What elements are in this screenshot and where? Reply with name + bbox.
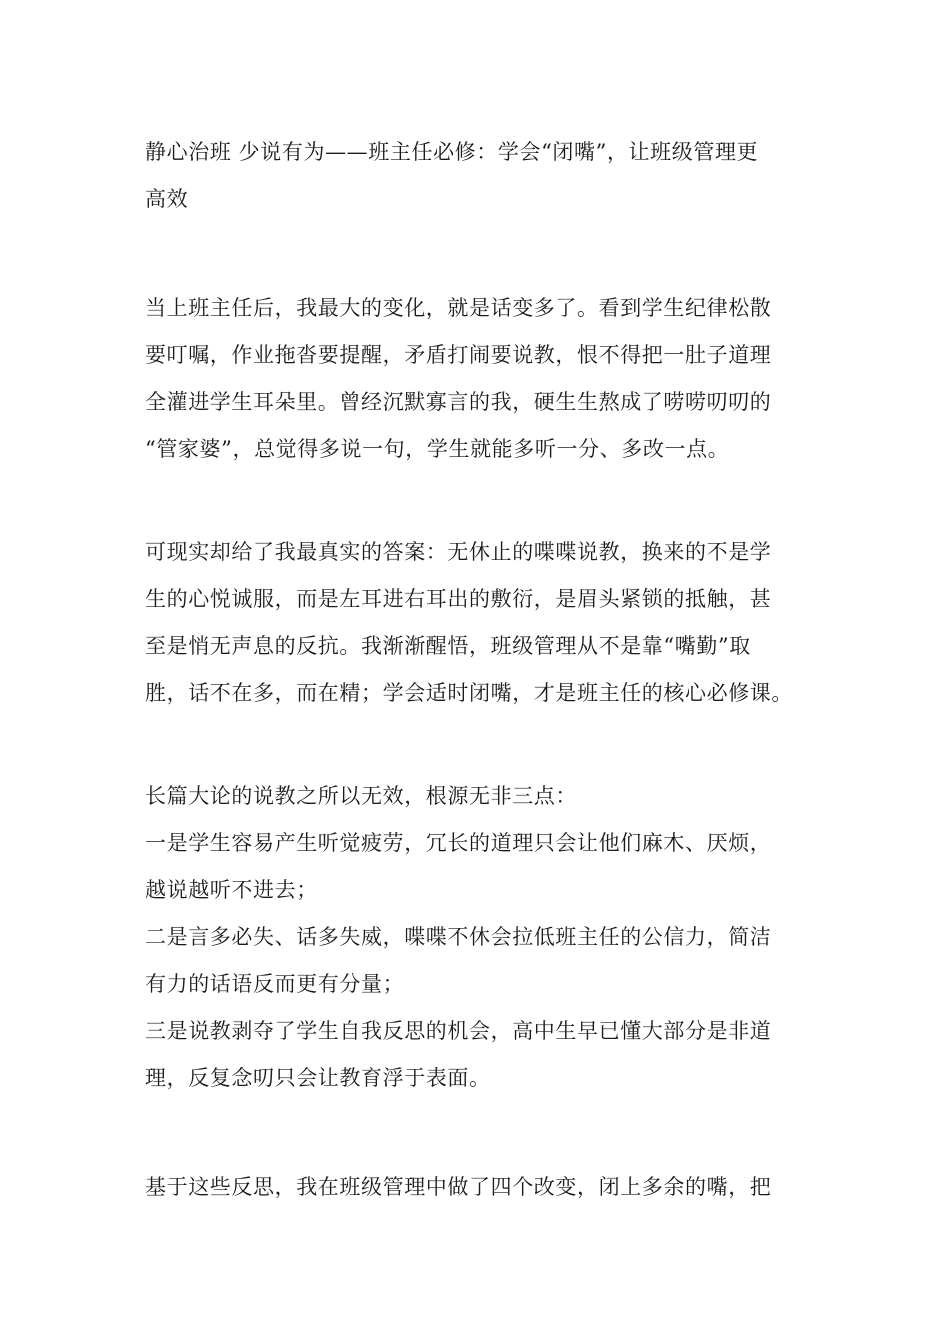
text-line: 一是学生容易产生听觉疲劳，冗长的道理只会让他们麻木、厌烦， — [145, 831, 772, 855]
paragraph-gap — [145, 223, 809, 285]
paragraph-1 — [145, 285, 809, 473]
text-line: 全灌进学生耳朵里。曾经沉默寡言的我，硬生生熬成了唠唠叨叨的 — [145, 390, 772, 414]
text-line: 至是悄无声息的反抗。我渐渐醒悟，班级管理从不是靠“嘴勤”取 — [145, 634, 751, 658]
text-line: 基于这些反思，我在班级管理中做了四个改变，闭上多余的嘴，把 — [145, 1175, 772, 1199]
text-line: 越说越听不进去； — [145, 878, 318, 902]
text-line: 可现实却给了我最真实的答案：无休止的喋喋说教，换来的不是学 — [145, 540, 772, 564]
paragraph-4 — [145, 1164, 809, 1211]
paragraph-3 — [145, 773, 809, 1102]
text-line: “管家婆”，总觉得多说一句，学生就能多听一分、多改一点。 — [145, 437, 730, 461]
text-line: 要叮嘱，作业拖沓要提醒，矛盾打闹要说教，恨不得把一肚子道理 — [145, 343, 772, 367]
paragraph-gap — [145, 717, 809, 773]
title-line: 高效 — [145, 187, 189, 211]
paragraph-2 — [145, 529, 809, 717]
text-line: 理，反复念叨只会让教育浮于表面。 — [145, 1066, 491, 1090]
text-line: 胜，话不在多，而在精；学会适时闭嘴，才是班主任的核心必修课。 — [145, 681, 793, 705]
text-line: 二是言多必失、话多失威，喋喋不休会拉低班主任的公信力，简洁 — [145, 925, 772, 949]
paragraph-gap — [145, 473, 809, 529]
document-body — [145, 129, 809, 1211]
text-line: 长篇大论的说教之所以无效，根源无非三点： — [145, 784, 577, 808]
text-line: 三是说教剥夺了学生自我反思的机会，高中生早已懂大部分是非道 — [145, 1019, 772, 1043]
text-line: 有力的话语反而更有分量； — [145, 972, 405, 996]
title-line: 静心治班 少说有为——班主任必修：学会“闭嘴”，让班级管理更 — [145, 140, 759, 164]
document-title — [145, 129, 809, 223]
text-line: 生的心悦诚服，而是左耳进右耳出的敷衍，是眉头紧锁的抵触，甚 — [145, 587, 772, 611]
paragraph-gap — [145, 1102, 809, 1164]
text-line: 当上班主任后，我最大的变化，就是话变多了。看到学生纪律松散 — [145, 296, 772, 320]
